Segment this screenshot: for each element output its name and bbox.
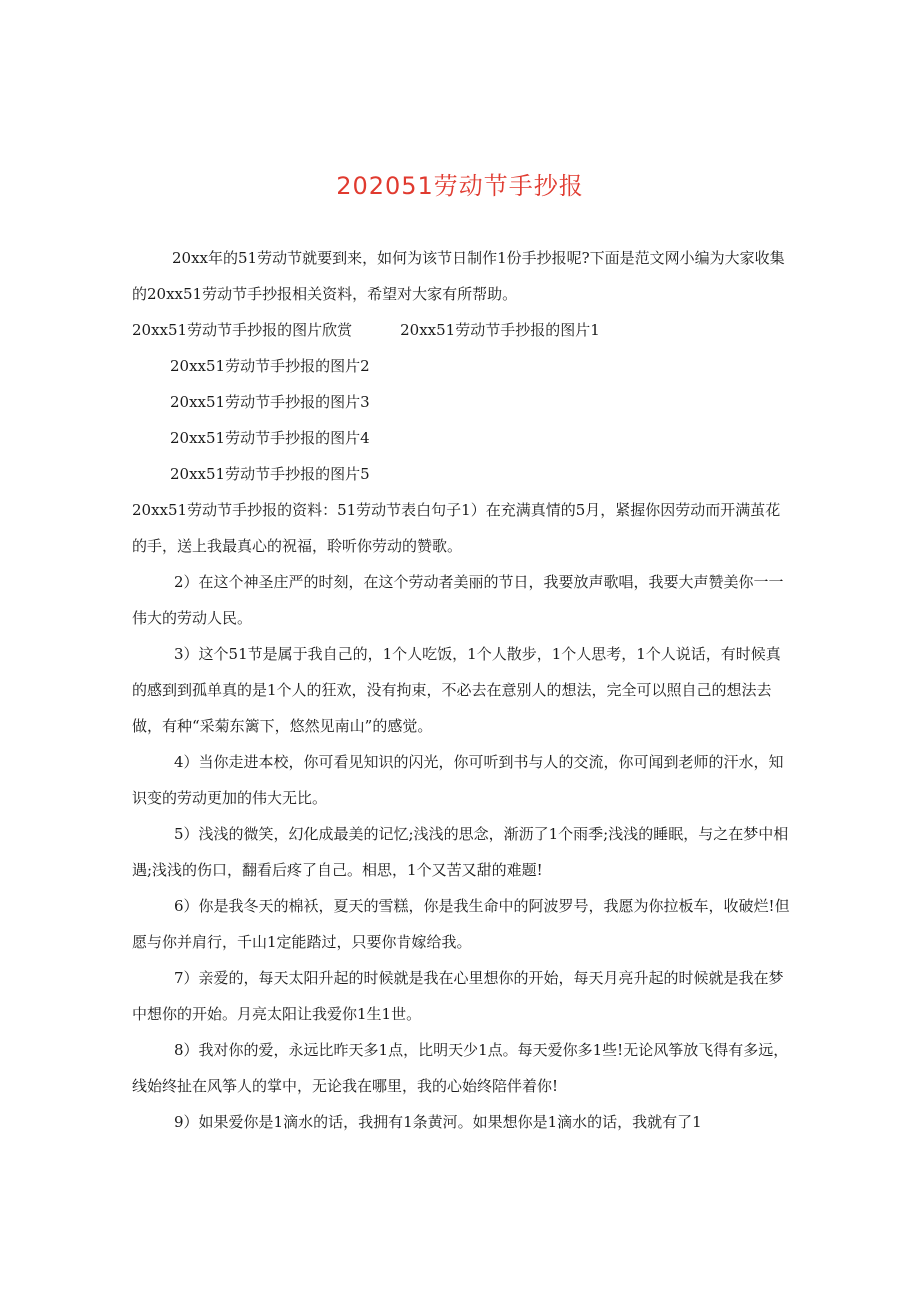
page-title: 202051劳动节手抄报 [336,172,584,200]
list-item: 7）亲爱的，每天太阳升起的时候就是我在心里想你的开始，每天月亮升起的时候就是我在梦中想你的开始。月亮太阳让我爱你1生1世。 [132,969,784,1023]
list-item: 9）如果爱你是1滴水的话，我拥有1条黄河。如果想你是1滴水的话，我就有了1 [174,1113,702,1131]
image-caption-5: 20xx51劳动节手抄报的图片5 [170,465,370,483]
materials-paragraph: 20xx51劳动节手抄报的资料：51劳动节表白句子1）在充满真情的5月，紧握你因劳动而开满茧花的手，送上我最真心的祝福，聆听你劳动的赞歌。 [132,501,781,555]
gallery-heading: 20xx51劳动节手抄报的图片欣赏 [132,321,353,339]
list-item: 6）你是我冬天的棉袄，夏天的雪糕，你是我生命中的阿波罗号，我愿为你拉板车，收破烂!但愿与你并肩行，千山1定能踏过，只要你肯嫁给我。 [132,897,790,951]
image-caption-2: 20xx51劳动节手抄报的图片2 [170,357,370,375]
list-item: 5）浅浅的微笑，幻化成最美的记忆;浅浅的思念，渐沥了1个雨季;浅浅的睡眠，与之在梦中相遇;浅浅的伤口，翻看后疼了自己。相思，1个又苦又甜的难题! [132,825,789,879]
list-item: 4）当你走进本校，你可看见知识的闪光，你可听到书与人的交流，你可闻到老师的汗水，知识变的劳动更加的伟大无比。 [132,753,784,807]
image-caption-4: 20xx51劳动节手抄报的图片4 [170,429,370,447]
gallery-line [132,312,792,348]
list-item: 8）我对你的爱，永远比昨天多1点，比明天少1点。每天爱你多1些!无论风筝放飞得有多远，线始终扯在风筝人的掌中，无论我在哪里，我的心始终陪伴着你! [132,1041,789,1095]
list-item: 3）这个51节是属于我自己的，1个人吃饭，1个人散步，1个人思考，1个人说话，有时候真的感到到孤单真的是1个人的狂欢，没有拘束，不必去在意别人的想法，完全可以照自己的想法去做，有种“采菊东篱下，悠然见南山”的感觉。 [132,645,781,735]
list-item: 2）在这个神圣庄严的时刻，在这个劳动者美丽的节日，我要放声歌唱，我要大声赞美你一一伟大的劳动人民。 [132,573,784,627]
image-caption-3: 20xx51劳动节手抄报的图片3 [170,393,370,411]
image-caption-1: 20xx51劳动节手抄报的图片1 [400,321,600,339]
document-body [132,240,792,1140]
intro-paragraph: 20xx年的51劳动节就要到来，如何为该节日制作1份手抄报呢?下面是范文网小编为大家收集的20xx51劳动节手抄报相关资料，希望对大家有所帮助。 [132,249,785,303]
